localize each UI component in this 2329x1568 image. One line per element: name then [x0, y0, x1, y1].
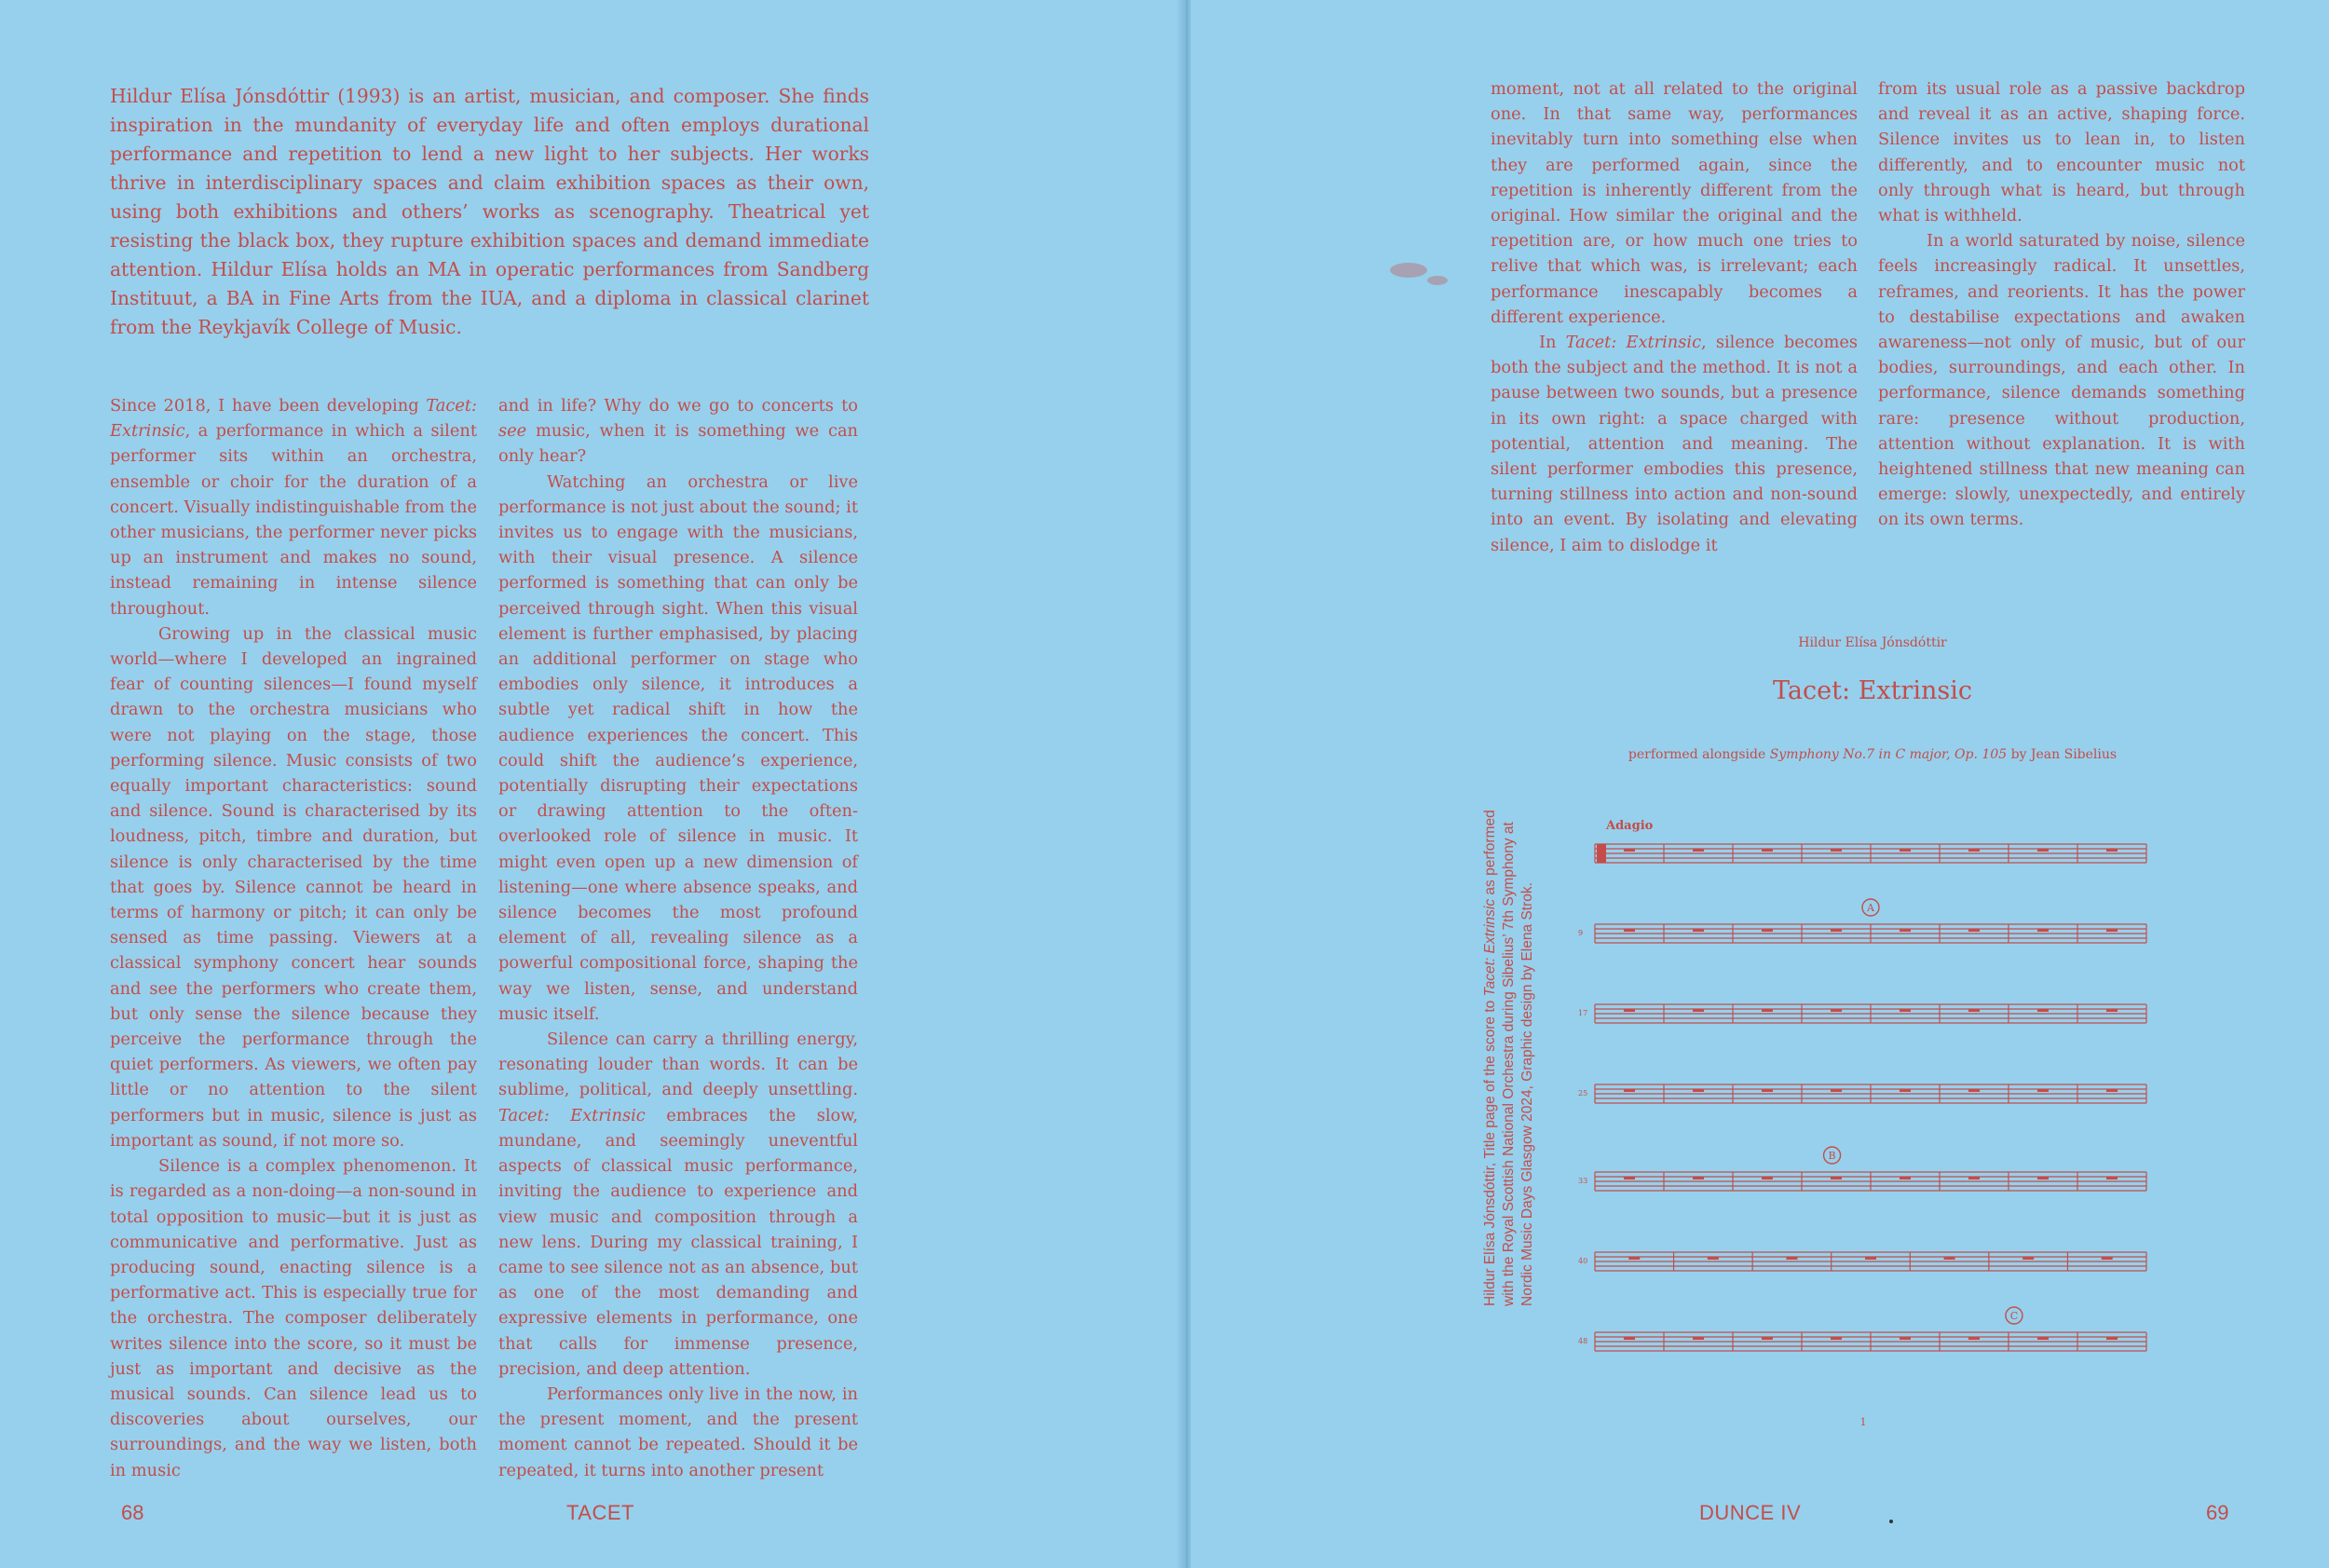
rehearsal-mark-letter: A — [1867, 902, 1874, 914]
symphony-title: Symphony No.7 in C major, Op. 105 — [1769, 747, 2008, 762]
print-smudge — [1427, 276, 1448, 285]
whole-rest — [1831, 1009, 1842, 1012]
left-column-2 — [498, 393, 858, 1483]
paragraph: Growing up in the classical music world—where I developed an ingrained fear of counting silences—I found myself drawn to the orchestra musicians who were not playing on the stage, those performing silence. Music consists of two equally important characteristics: sound and silence. Sound is characterised by its loudness, pitch, timbre and duration, but silence is only characterised by the time that goes by. Silence cannot be heard in terms of harmony or pitch; it can only be sensed as time passing. Viewers at a classical symphony concert hear sounds and see the performers who create them, but only sense the silence because they perceive the performance through the quiet performers. As viewers, we often pay little or no attention to the silent performers but in music, silence is just as important as sound, if not more so. — [110, 623, 477, 1151]
paragraph: Silence is a complex phenomenon. It is regarded as a non-doing—a non-sound in total opposition to music—but it is just as communicative and performative. Just as producing sound, enacting silence is a performative act. This is especially true for the orchestra. The composer deliberately writes silence into the score, so it must be just as important and decisive as the musical sounds. Can silence lead us to discoveries about ourselves, our surroundings, and the way we listen, both in music — [110, 1156, 477, 1480]
whole-rest — [1624, 1177, 1635, 1179]
whole-rest — [1762, 849, 1773, 852]
whole-rest — [1693, 1009, 1704, 1012]
whole-rest — [2037, 1177, 2049, 1179]
score-title: Tacet: Extrinsic — [1773, 676, 1972, 705]
whole-rest — [1865, 1257, 1876, 1260]
whole-rest — [1968, 1089, 1980, 1092]
whole-rest — [1968, 1009, 1980, 1012]
whole-rest — [1708, 1257, 1719, 1260]
whole-rest — [1944, 1257, 1955, 1260]
whole-rest — [1762, 1177, 1773, 1179]
whole-rest — [1831, 1337, 1842, 1340]
emphasis: see — [498, 421, 527, 442]
measure-number: 48 — [1578, 1337, 1588, 1345]
score-caption: Hildur Elísa Jónsdóttir, Title page of the score to Tacet: Extrinsic as performed with the Royal Scottish National Orchestra during Sibelius’ 7th Symphony at Nordic Music Days Glasgow 2024, Graphic design by Elena Strok. — [1482, 810, 1535, 1306]
whole-rest — [2037, 849, 2049, 852]
work-title: Tacet: Extrinsic — [498, 1105, 646, 1125]
clef-mark — [1597, 844, 1606, 863]
paragraph: Silence can carry a thrilling energy, resonating louder than words. It can be sublime, political, and deeply unsettling. Tacet: Extrinsic embraces the slow, mundane, and seemingly uneventful aspects of classical music performance, inviting the audience to experience and view music and composition through a new lens. During my classical training, I came to see silence not as an absence, but as one of the most demanding and expressive elements in performance, one that calls for immense presence, precision, and deep attention. — [498, 1029, 858, 1379]
page-number-left: 68 — [121, 1501, 144, 1524]
paragraph: and in life? Why do we go to concerts to see music, when it is something we can only hear? — [498, 396, 858, 467]
score-performed-line: performed alongside Symphony No.7 in C major, Op. 105 by Jean Sibelius — [1628, 747, 2118, 762]
left-column-1 — [110, 393, 477, 1483]
score-composer: Hildur Elísa Jónsdóttir — [1798, 635, 1947, 650]
paragraph: moment, not at all related to the original one. In that same way, performances inevitably turn into something else when they are performed again, since the repetition is inherently different from the original. How similar the original and the repetition are, or how much one tries to relive that which was, is irrelevant; each performance inescapably becomes a different experience. — [1491, 79, 1858, 327]
whole-rest — [1693, 1337, 1704, 1340]
whole-rest — [1693, 849, 1704, 852]
whole-rest — [1831, 929, 1842, 932]
whole-rest — [2037, 929, 2049, 932]
rehearsal-mark-letter: B — [1828, 1150, 1836, 1162]
measure-number: 17 — [1578, 1009, 1588, 1017]
whole-rest — [2106, 929, 2118, 932]
whole-rest — [1900, 929, 1911, 932]
whole-rest — [2106, 849, 2118, 852]
whole-rest — [1831, 1177, 1842, 1179]
whole-rest — [1762, 1089, 1773, 1092]
measure-number: 40 — [1578, 1257, 1588, 1265]
whole-rest — [1900, 1009, 1911, 1012]
paragraph: from its usual role as a passive backdrop and reveal it as an active, shaping force. Silence invites us to lean in, to listen differently, and to encounter music not only through what is heard, but through what is withheld. — [1878, 79, 2245, 226]
music-score — [1574, 811, 2152, 1444]
whole-rest — [1968, 1337, 1980, 1340]
artist-bio: Hildur Elísa Jónsdóttir (1993) is an artist, musician, and composer. She finds inspiration in the mundanity of everyday life and often employs durational performance and repetition to lend a new light to her subjects. Her works thrive in interdisciplinary spaces and claim exhibition spaces as their own, using both exhibitions and others’ works as scenography. Theatrical yet resisting the black box, they rupture exhibition spaces and demand immediate attention. Hildur Elísa holds an MA in operatic performances from Sandberg Instituut, a BA in Fine Arts from the IUA, and a diploma in classical clarinet from the Reykjavík College of Music. — [110, 85, 869, 338]
whole-rest — [1628, 1257, 1640, 1260]
whole-rest — [1762, 1009, 1773, 1012]
whole-rest — [2106, 1177, 2118, 1179]
tempo-marking: Adagio — [1606, 819, 1654, 833]
whole-rest — [2106, 1337, 2118, 1340]
paragraph: Watching an orchestra or live performance is not just about the sound; it invites us to engage with the musicians, with their visual presence. A silence performed is something that can only be perceived through sight. When this visual element is further emphasised, by placing an additional performer on stage who embodies only silence, it introduces a subtle yet radical shift in how the audience experiences the concert. This could shift the audience’s experience, potentially disrupting their expectations or drawing attention to the often-overlooked role of silence in music. It might even open up a new dimension of listening—one where absence speaks, and silence becomes the most profound element of all, revealing silence as a powerful compositional force, shaping the way we listen, sense, and understand music itself. — [498, 471, 858, 1024]
whole-rest — [2037, 1337, 2049, 1340]
print-smudge — [1390, 263, 1427, 278]
whole-rest — [1762, 929, 1773, 932]
whole-rest — [2102, 1257, 2113, 1260]
paragraph: In a world saturated by noise, silence feels increasingly radical. It unsettles, reframes, and reorients. It has the power to destabilise expectations and awaken awareness—not only of music, but of our bodies, surroundings, and each other. In performance, silence demands something rare: presence without production, attention without explanation. It is with heightened stillness that new meaning can emerge: slowly, unexpectedly, and entirely on its own terms. — [1878, 231, 2245, 530]
right-page — [1191, 0, 2329, 1568]
score-page-number: 1 — [1859, 1416, 1867, 1428]
whole-rest — [1968, 1177, 1980, 1179]
whole-rest — [1786, 1257, 1797, 1260]
whole-rest — [1693, 929, 1704, 932]
whole-rest — [1624, 849, 1635, 852]
work-title: Tacet: Extrinsic — [1565, 333, 1702, 353]
rehearsal-mark-letter: C — [2009, 1310, 2019, 1322]
work-title: Tacet: Extrinsic — [1482, 898, 1498, 997]
whole-rest — [1968, 849, 1980, 852]
whole-rest — [2037, 1089, 2049, 1092]
measure-number: 33 — [1578, 1177, 1588, 1185]
whole-rest — [1831, 849, 1842, 852]
measure-number: 9 — [1578, 929, 1584, 937]
work-title: Tacet: Extrinsic — [110, 396, 477, 442]
whole-rest — [1762, 1337, 1773, 1340]
whole-rest — [1624, 929, 1635, 932]
running-head-left: TACET — [566, 1501, 634, 1524]
whole-rest — [1624, 1009, 1635, 1012]
paragraph: In Tacet: Extrinsic, silence becomes both the subject and the method. It is not a pause between two sounds, but a presence in its own right: a space charged with potential, attention and meaning. The silent performer embodies this presence, turning stillness into action and non-sound into an event. By isolating and elevating silence, I aim to dislodge it — [1491, 333, 1858, 555]
whole-rest — [2037, 1009, 2049, 1012]
paragraph: Performances only live in the now, in the present moment, and the present moment cannot be repeated. Should it be repeated, it turns into another present — [498, 1384, 858, 1480]
whole-rest — [1900, 1177, 1911, 1179]
whole-rest — [1693, 1089, 1704, 1092]
whole-rest — [1624, 1337, 1635, 1340]
whole-rest — [1900, 1337, 1911, 1340]
measure-number: 25 — [1578, 1089, 1588, 1098]
whole-rest — [1624, 1089, 1635, 1092]
whole-rest — [2106, 1089, 2118, 1092]
whole-rest — [1900, 849, 1911, 852]
running-head-right: DUNCE IV — [1699, 1501, 1802, 1524]
paragraph: Since 2018, I have been developing Tacet: Extrinsic, a performance in which a silent performer sits within an orchestra, ensemble or choir for the duration of a concert. Visually indistinguishable from the other musicians, the performer never picks up an instrument and makes no sound, instead remaining in intense silence throughout. — [110, 396, 477, 619]
whole-rest — [1831, 1089, 1842, 1092]
print-dot — [1889, 1520, 1893, 1523]
whole-rest — [1693, 1177, 1704, 1179]
page-number-right: 69 — [2206, 1501, 2229, 1524]
whole-rest — [1900, 1089, 1911, 1092]
whole-rest — [2023, 1257, 2034, 1260]
right-column-2 — [1878, 76, 2245, 533]
whole-rest — [1968, 929, 1980, 932]
whole-rest — [2106, 1009, 2118, 1012]
right-column-1 — [1491, 76, 1858, 558]
